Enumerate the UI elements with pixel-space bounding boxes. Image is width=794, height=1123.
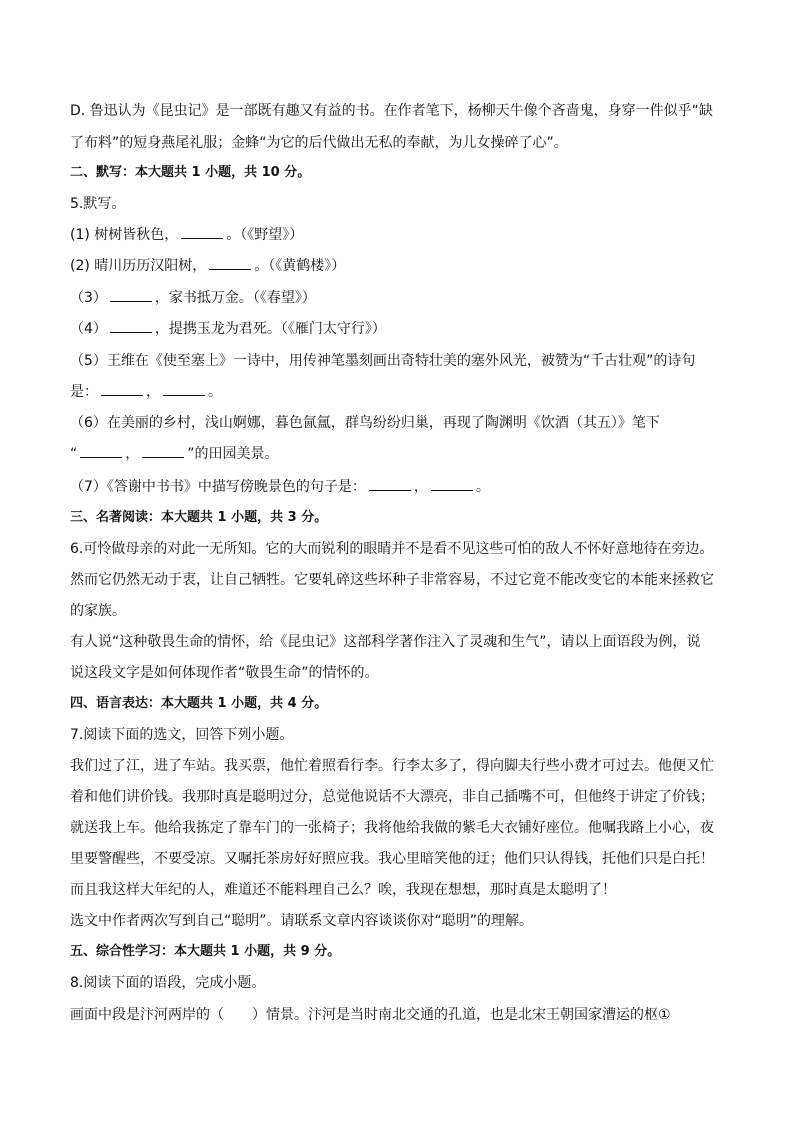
answer-blank xyxy=(163,383,205,396)
question-7-prompt: 选文中作者两次写到自己“聪明”。请联系文章内容谈谈你对“聪明”的理解。 xyxy=(70,913,534,929)
question-5-item-3 xyxy=(70,288,730,308)
question-5-item-1 xyxy=(70,225,730,245)
passage-line-5: 而且我这样大年纪的人，难道还不能料理自己么？唉，我现在想想，那时真是太聪明了！ xyxy=(70,882,616,898)
item-4-prefix: （4） xyxy=(70,321,107,337)
question-7-stem: 7.阅读下面的选文，回答下列小题。 xyxy=(70,727,294,743)
answer-blank xyxy=(110,289,152,302)
question-8-stem: 8.阅读下面的语段，完成小题。 xyxy=(70,975,266,991)
answer-blank xyxy=(80,445,122,458)
question-6-line-2: 然而它仍然无动于衷，让自己牺牲。它要轧碎这些坏种子非常容易，不过它竟不能改变它的本能来拯救它 xyxy=(70,572,714,588)
section-2-heading: 二、默写：本大题共 1 小题，共 10 分。 xyxy=(70,165,311,180)
item-5-sep: ， xyxy=(146,384,160,400)
item-4-suffix: ，提携玉龙为君死。（《雁门太守行》） xyxy=(154,321,386,337)
answer-blank xyxy=(181,226,223,239)
question-5-item-6-line-1: （6）在美丽的乡村，浅山婀娜，暮色氤氲，群鸟纷纷归巢，再现了陶渊明《饮酒（其五）》笔下 xyxy=(70,415,660,431)
item-6-prefix: “ xyxy=(70,446,78,462)
item-5-prefix: 是： xyxy=(70,384,98,400)
passage-line-2: 着和他们讲价钱。我那时真是聪明过分，总觉他说话不大漂亮，非自己插嘴不可，但他终于讲定了价钱； xyxy=(70,789,714,805)
item-1-prefix: (1) 树树皆秋色， xyxy=(70,227,179,243)
item-7-prefix: （7）《答谢中书书》中描写傍晚景色的句子是： xyxy=(70,479,366,495)
answer-blank xyxy=(110,320,152,333)
question-6-line-4: 有人说“这种敬畏生命的情怀，给《昆虫记》这部科学著作注入了灵魂和生气”，请以上面语段为例，说 xyxy=(70,634,701,650)
option-d-line-2: 了布料”的短身燕尾礼服；金蜂“为它的后代做出无私的奉献，为儿女操碎了心”。 xyxy=(70,135,568,151)
item-7-suffix: 。 xyxy=(475,479,490,495)
passage-line-1: 我们过了江，进了车站。我买票，他忙着照看行李。行李太多了，得向脚夫行些小费才可过去。他便又忙 xyxy=(70,758,714,774)
section-5-heading: 五、综合性学习：本大题共 1 小题，共 9 分。 xyxy=(70,944,341,959)
option-d-line-1: D. 鲁迅认为《昆虫记》是一部既有趣又有益的书。在作者笔下，杨柳天牛像个吝啬鬼，身穿一件似乎“缺 xyxy=(70,103,713,119)
question-5-item-5-line-1: （5）王维在《使至塞上》一诗中，用传神笔墨刻画出奇特壮美的塞外风光，被赞为“千古壮观”的诗句 xyxy=(70,353,696,369)
answer-blank xyxy=(142,445,184,458)
answer-blank xyxy=(431,478,473,491)
question-5-item-7 xyxy=(70,477,730,497)
answer-blank xyxy=(369,478,411,491)
item-5-suffix: 。 xyxy=(208,384,222,400)
section-4-heading: 四、语言表达：本大题共 1 小题，共 4 分。 xyxy=(70,696,328,711)
item-2-suffix: 。（《黄鹤楼》） xyxy=(254,258,346,274)
item-6-sep: ， xyxy=(125,446,140,462)
item-3-prefix: （3） xyxy=(70,290,107,306)
answer-blank xyxy=(209,257,251,270)
question-5-item-6-line-2 xyxy=(70,444,730,464)
passage-line-4: 里要警醒些，不要受凉。又嘱托茶房好好照应我。我心里暗笑他的迂；他们只认得钱，托他们只是白托！ xyxy=(70,851,714,867)
section-3-heading: 三、名著阅读：本大题共 1 小题，共 3 分。 xyxy=(70,510,328,525)
passage-line-3: 就送我上车。他给我拣定了靠车门的一张椅子；我将他给我做的紫毛大衣铺好座位。他嘱我路上小心，夜 xyxy=(70,820,714,836)
question-5-item-4 xyxy=(70,319,730,339)
question-6-line-1: 6.可怜做母亲的对此一无所知。它的大而锐利的眼睛并不是看不见这些可怕的敌人不怀好意地待在旁边。 xyxy=(70,541,714,557)
item-3-suffix: ，家书抵万金。（《春望》） xyxy=(154,290,316,306)
question-6-line-3: 的家族。 xyxy=(70,603,126,619)
question-5-item-5-line-2 xyxy=(70,382,730,402)
item-6-suffix: ”的田园美景。 xyxy=(187,446,279,462)
answer-blank xyxy=(101,383,143,396)
question-8-passage-line-1: 画面中段是汴河两岸的（ ）情景。汴河是当时南北交通的孔道，也是北宋王朝国家漕运的枢① xyxy=(70,1007,671,1023)
question-5-stem: 5.默写。 xyxy=(70,196,126,212)
question-5-item-2 xyxy=(70,256,730,276)
question-6-line-5: 说这段文字是如何体现作者“敬畏生命”的情怀的。 xyxy=(70,665,379,681)
item-7-sep: ， xyxy=(413,479,428,495)
item-2-prefix: (2) 晴川历历汉阳树， xyxy=(70,258,207,274)
item-1-suffix: 。（《野望》） xyxy=(226,227,304,243)
